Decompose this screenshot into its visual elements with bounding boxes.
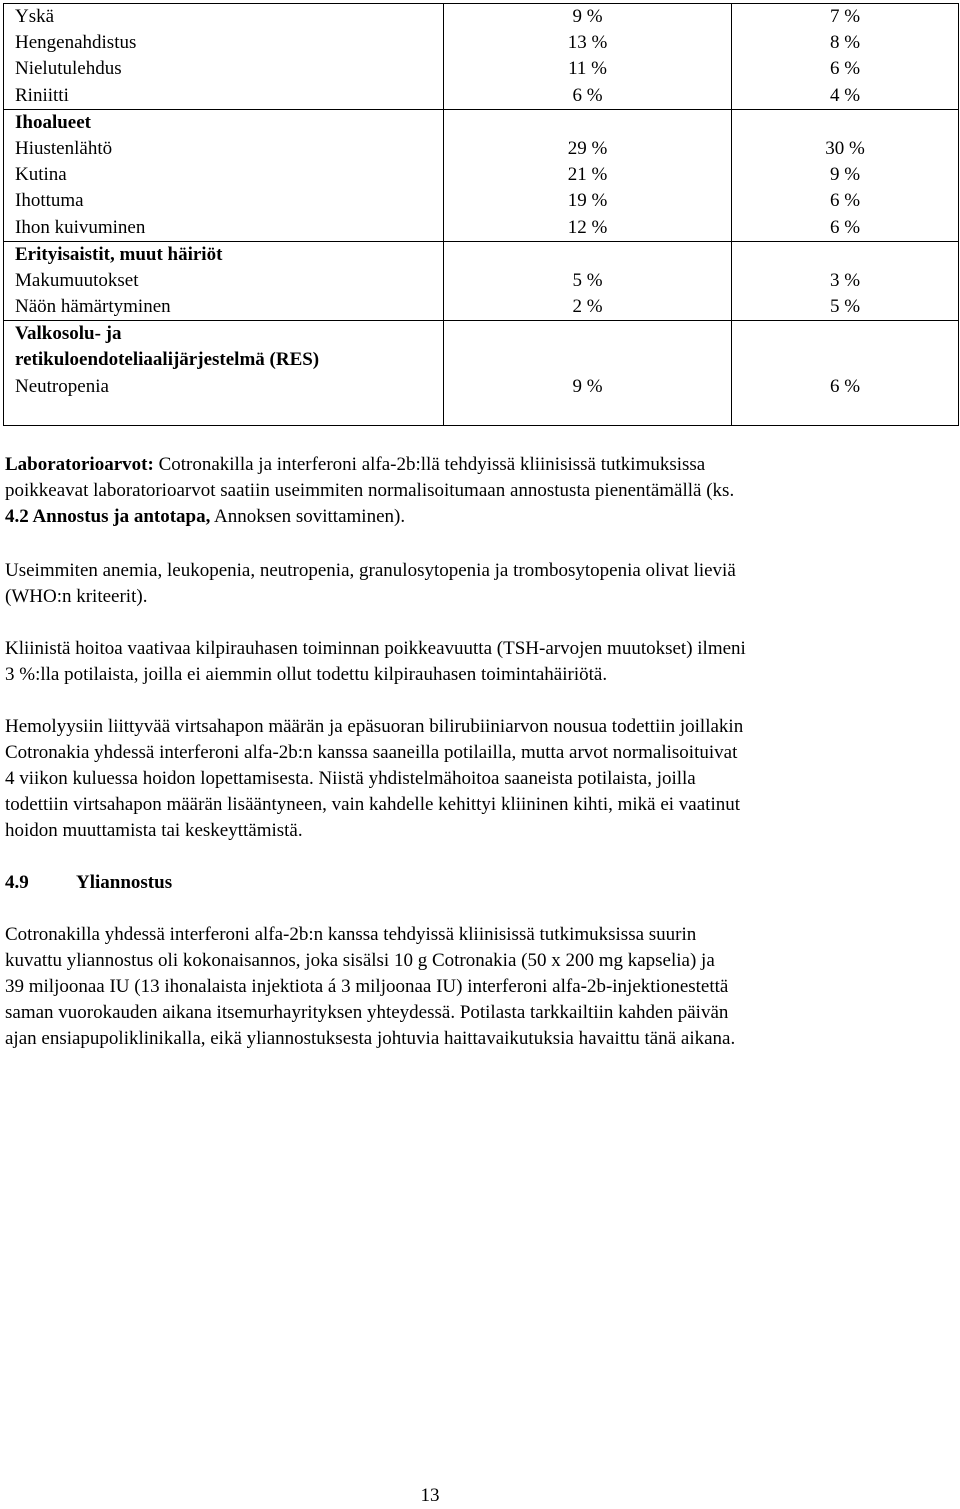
row-label: Hengenahdistus bbox=[15, 32, 137, 54]
section-heading bbox=[5, 870, 172, 896]
paragraph-line: Cotronakilla yhdessä interferoni alfa-2b:n kanssa tehdyissä kliinisissä tutkimuksissa suurin bbox=[5, 924, 697, 945]
paragraph-line: Useimmiten anemia, leukopenia, neutropenia, granulosytopenia ja trombosytopenia olivat lieviä bbox=[5, 560, 736, 581]
paragraph-line: Kliinistä hoitoa vaativaa kilpirauhasen toiminnan poikkeavuutta (TSH-arvojen muutokset) ilmeni bbox=[5, 638, 746, 659]
value-b bbox=[732, 110, 958, 136]
value-b: 7 % bbox=[829, 6, 861, 27]
lab-values-paragraph bbox=[5, 452, 734, 530]
paragraph-line: todettiin virtsahapon määrän lisääntyneen, vain kahdelle kehittyi kliininen kihti, mikä ei vaatinut bbox=[5, 794, 740, 815]
value-a: 5 % bbox=[572, 269, 603, 291]
value-a bbox=[444, 321, 731, 347]
lab-values-line: poikkeavat laboratorioarvot saatiin useimmiten normalisoitumaan annostusta pienentämällä (ks. bbox=[5, 480, 735, 501]
label-cell bbox=[4, 109, 444, 241]
paragraph-line: hoidon muuttamista tai keskeyttämistä. bbox=[5, 820, 303, 841]
paragraph-line: ajan ensiapupoliklinikalla, eikä yliannostuksesta johtuvia haittavaikutuksia havaittu tänä aikana. bbox=[5, 1028, 736, 1049]
paragraph-line: (WHO:n kriteerit). bbox=[5, 586, 148, 607]
value-a: 9 % bbox=[572, 375, 603, 397]
value-a: 29 % bbox=[567, 137, 608, 159]
value-a bbox=[444, 347, 731, 373]
paragraph-line: Cotronakia yhdessä interferoni alfa-2b:n kanssa saaneilla potilailla, mutta arvot normalisoituivat bbox=[5, 742, 738, 763]
value-a: 21 % bbox=[567, 164, 608, 186]
lab-values-text: Cotronakilla ja interferoni alfa-2b:llä tehdyissä kliinisissä tutkimuksissa bbox=[153, 454, 706, 475]
value-a: 2 % bbox=[572, 296, 603, 318]
table-row-respiratory bbox=[4, 4, 959, 110]
lab-values-text: Annoksen sovittaminen). bbox=[210, 506, 406, 527]
value-cell-b bbox=[732, 4, 959, 110]
value-b bbox=[732, 347, 958, 373]
value-b: 6 % bbox=[829, 375, 861, 397]
value-a: 9 % bbox=[572, 6, 603, 27]
row-label: Ihottuma bbox=[15, 190, 84, 212]
page-number: 13 bbox=[420, 1485, 440, 1506]
value-a bbox=[444, 242, 731, 268]
group-heading: Valkosolu- ja bbox=[15, 323, 122, 345]
value-cell-a bbox=[444, 321, 732, 426]
group-heading: retikuloendoteliaalijärjestelmä (RES) bbox=[15, 349, 320, 371]
section-reference: 4.2 Annostus ja antotapa, bbox=[5, 506, 211, 527]
hemolysis-paragraph bbox=[5, 714, 743, 844]
value-cell-a bbox=[444, 241, 732, 321]
label-cell bbox=[4, 321, 444, 426]
row-label: Neutropenia bbox=[15, 375, 109, 397]
section-title: Yliannostus bbox=[76, 872, 173, 893]
value-cell-a bbox=[444, 4, 732, 110]
value-a: 19 % bbox=[567, 190, 608, 212]
label-cell bbox=[4, 4, 444, 110]
value-cell-b bbox=[732, 321, 959, 426]
value-a: 6 % bbox=[572, 84, 603, 106]
table-row-res bbox=[4, 321, 959, 426]
lab-values-lead: Laboratorioarvot: bbox=[5, 454, 154, 475]
group-heading: Ihoalueet bbox=[15, 111, 91, 133]
thyroid-paragraph bbox=[5, 636, 746, 688]
value-b: 9 % bbox=[829, 164, 861, 186]
overdose-paragraph bbox=[5, 922, 735, 1052]
value-a: 11 % bbox=[568, 58, 607, 80]
value-cell-a bbox=[444, 109, 732, 241]
paragraph-line: 3 %:lla potilaista, joilla ei aiemmin ollut todettu kilpirauhasen toimintahäiriötä. bbox=[5, 664, 608, 685]
paragraph-line: saman vuorokauden aikana itsemurhayrityksen yhteydessä. Potilasta tarkkailtiin kahden päivän bbox=[5, 1002, 729, 1023]
value-a bbox=[444, 110, 731, 136]
value-b: 8 % bbox=[829, 32, 861, 54]
value-b: 6 % bbox=[829, 216, 861, 238]
value-cell-b bbox=[732, 109, 959, 241]
value-b: 6 % bbox=[829, 190, 861, 212]
row-label: Nielutulehdus bbox=[15, 58, 122, 80]
value-b bbox=[732, 242, 958, 268]
value-b: 5 % bbox=[829, 296, 861, 318]
section-number: 4.9 bbox=[5, 872, 29, 893]
value-cell-b bbox=[732, 241, 959, 321]
group-heading: Erityisaistit, muut häiriöt bbox=[15, 243, 223, 265]
value-a: 12 % bbox=[567, 216, 608, 238]
row-label: Riniitti bbox=[15, 84, 69, 106]
lab-values-line bbox=[5, 454, 705, 475]
value-b: 4 % bbox=[829, 84, 861, 106]
paragraph-line: 39 miljoonaa IU (13 ihonalaista injektiota á 3 miljoonaa IU) interferoni alfa-2b-injektionestettä bbox=[5, 976, 729, 997]
value-b: 30 % bbox=[825, 137, 865, 159]
label-cell bbox=[4, 241, 444, 321]
adverse-reactions-table bbox=[3, 3, 959, 426]
row-label: Kutina bbox=[15, 164, 67, 186]
table-row-senses bbox=[4, 241, 959, 321]
value-a: 13 % bbox=[567, 32, 608, 54]
paragraph-line: 4 viikon kuluessa hoidon lopettamisesta. Niistä yhdistelmähoitoa saaneista potilaista, joilla bbox=[5, 768, 696, 789]
row-label: Ihon kuivuminen bbox=[15, 216, 146, 238]
paragraph-line: kuvattu yliannostus oli kokonaisannos, joka sisälsi 10 g Cotronakia (50 x 200 mg kapselia) ja bbox=[5, 950, 715, 971]
anemia-paragraph bbox=[5, 558, 736, 610]
value-b: 6 % bbox=[829, 58, 861, 80]
row-label: Yskä bbox=[15, 6, 55, 27]
value-b: 3 % bbox=[829, 269, 861, 291]
paragraph-line: Hemolyysiin liittyvää virtsahapon määrän ja epäsuoran bilirubiiniarvon nousua todettiin joillakin bbox=[5, 716, 744, 737]
row-label: Makumuutokset bbox=[15, 269, 139, 291]
row-label: Näön hämärtyminen bbox=[15, 296, 171, 318]
lab-values-line bbox=[5, 506, 405, 527]
row-label: Hiustenlähtö bbox=[15, 137, 113, 159]
value-b bbox=[732, 321, 958, 347]
table-row-skin bbox=[4, 109, 959, 241]
